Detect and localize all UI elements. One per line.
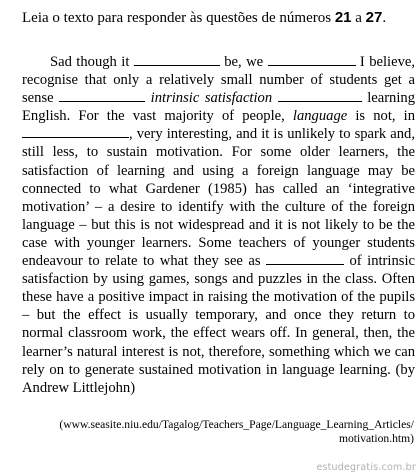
blank-6 (266, 252, 344, 265)
site-watermark: estudegratis.com.br (316, 462, 416, 473)
blank-3 (59, 89, 145, 102)
blank-1 (134, 53, 220, 66)
blank-4 (278, 89, 362, 102)
intrinsic-satisfaction-phrase: intrinsic satisfaction (150, 90, 273, 107)
question-start-number: 21 (334, 9, 352, 26)
blank-2 (268, 53, 356, 66)
source-citation: (www.seasite.niu.edu/Tagalog/Teachers_Page/Language_Learning_Articles/ motivation.htm) (59, 418, 414, 445)
language-word: language (292, 108, 348, 125)
blank-5 (22, 125, 129, 138)
reading-passage: Sad though it be, we I believe, recognise that only a relatively small number of students get a sense intrinsic satisfaction learning English. For the vast majority of people, language is not, in , very interesting, and it is unlikely to spark and, still less, to sustain motivation. For some older learners, the satisfaction of learning and using a foreign language may be connected to what Gardener (1985) has called an ‘integrative motivation’ – a desire to identify with the culture of the foreign language – but this is not widespread and it is not likely to be the case with younger learners. Some teachers of younger students endeavour to relate to what they see as of intrinsic satisfaction by using games, songs and puzzles in the class. Often these have a positive impact in raising the motivation of the pupils – but the effect is usually temporary, and once they return to normal classroom work, the effect wears off. In general, then, the learner’s natural interest is not, therefore, something which we can rely on to generate sustained motivation in language learning. (by Andrew Littlejohn) (22, 54, 416, 396)
instruction-line: Leia o texto para responder às questões de números 21 a 27. (22, 9, 387, 26)
question-end-number: 27 (365, 9, 383, 26)
